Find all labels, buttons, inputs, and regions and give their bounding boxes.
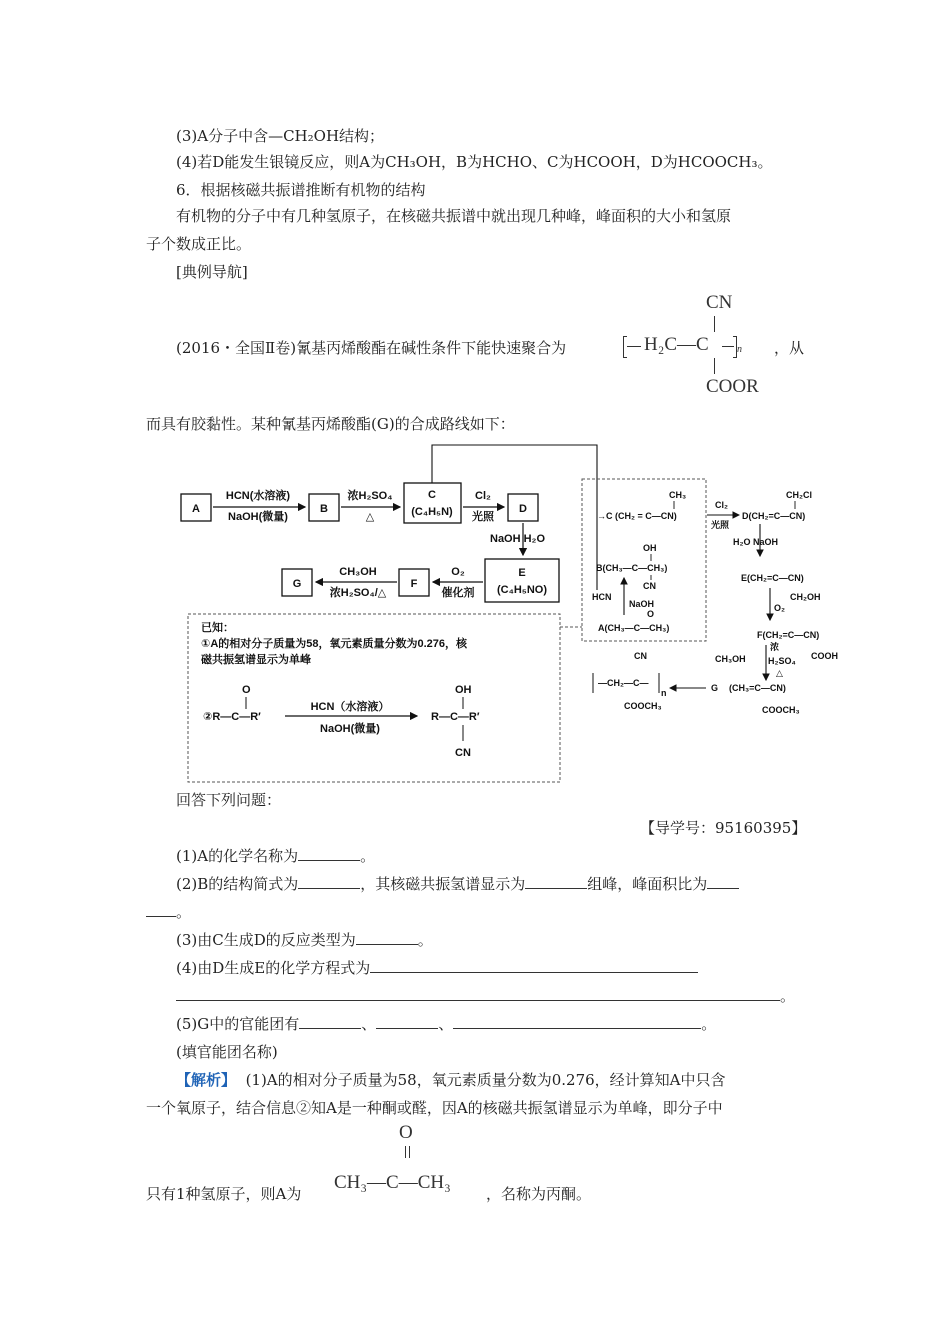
analysis-delta: △ [776, 668, 783, 678]
answer-blank[interactable] [146, 902, 176, 917]
ef-reagent: O₂ [451, 566, 465, 578]
question-5-note: (填官能团名称) [176, 1043, 278, 1061]
analysis-c: →C (CH₂ = C—CN) [597, 511, 677, 521]
analysis-light: 光照 [711, 520, 730, 530]
analysis-line-3-end: ，名称为丙酮。 [486, 1185, 592, 1203]
analysis-d-ch2cl: CH₂Cl [786, 490, 812, 500]
analysis-g: G [711, 683, 719, 693]
analysis-c-ch3: CH₃ [669, 490, 687, 500]
analysis-a-o: O [647, 609, 655, 619]
paragraph-line: 子个数成正比。 [146, 235, 252, 253]
analysis-d: D(CH₂=C—CN) [742, 511, 806, 521]
questions-heading: 回答下列问题： [176, 791, 282, 809]
question-2: (2)B的结构简式为 ，其核磁共振氢谱显示为 组峰，峰面积比为 [176, 874, 739, 894]
analysis-line-1: 【解析】 (1)A的相对分子质量为58，氧元素质量分数为0.276，经计算知A中只含 [176, 1071, 726, 1089]
question-4: (4)由D生成E的化学方程式为 [176, 958, 698, 978]
acetone-o: O [399, 1122, 413, 1143]
analysis-line-3: 只有1种氢原子，则A为 [146, 1185, 302, 1203]
known-product: R—C—R′ [431, 711, 480, 723]
paragraph-line: 有机物的分子中有几种氢原子，在核磁共振谱中就出现几种峰，峰面积的大小和氢原 [176, 207, 732, 225]
known-condition: NaOH(微量) [320, 723, 380, 735]
fg-reagent: CH₃OH [339, 566, 377, 578]
answer-blank[interactable] [299, 1014, 361, 1029]
label-g: G [292, 578, 302, 590]
analysis-e: E(CH₂=C—CN) [741, 573, 804, 583]
analysis-naoh: NaOH [629, 599, 655, 609]
label-a: A [192, 503, 200, 515]
known-reactant: ②R—C—R′ [203, 711, 261, 723]
label-f: F [410, 578, 418, 590]
cn-group: CN [706, 292, 733, 313]
answer-blank[interactable] [298, 874, 360, 889]
question-3: (3)由C生成D的反应类型为 。 [176, 931, 433, 949]
ab-condition: NaOH(微量) [228, 511, 288, 523]
known-reagent: HCN（水溶液） [310, 701, 390, 713]
ef-condition: 催化剂 [441, 587, 475, 599]
analysis-poly-cooch3: COOCH₃ [624, 701, 662, 711]
answer-blank[interactable] [176, 986, 780, 1001]
question-2-cont: 。 [146, 902, 191, 922]
analysis-hcn: HCN [592, 592, 612, 602]
label-d: D [519, 503, 527, 515]
known-item1: ①A的相对分子质量为58，氧元素质量分数为0.276，核 [201, 638, 468, 650]
answer-blank[interactable] [298, 846, 360, 861]
analysis-tag: 【解析】 [176, 1071, 237, 1089]
label-b: B [320, 503, 328, 515]
guide-number: 【导学号：95160395】 [640, 819, 807, 837]
analysis-h2so4: H₂SO₄ [768, 656, 796, 666]
question-5: (5)G中的官能团有 、 、 。 [176, 1015, 717, 1033]
de-reagent: NaOH H₂O [490, 533, 546, 545]
analysis-g-struct: (CH₃=C—CN) [729, 683, 786, 693]
analysis-g-cooch3: COOCH₃ [762, 705, 800, 715]
analysis-a: A(CH₃—C—CH₃) [598, 623, 670, 633]
label-c: C [428, 489, 436, 501]
analysis-conc: 浓 [770, 642, 780, 652]
text-line-3: (3)A分子中含—CH₂OH结构； [176, 127, 385, 145]
analysis-box [582, 479, 706, 641]
analysis-f: F(CH₂=C—CN) [757, 630, 820, 640]
known-oh: OH [455, 684, 472, 696]
answer-blank[interactable] [376, 1014, 438, 1029]
question-intro: (2016・全国Ⅱ卷)氰基丙烯酸酯在碱性条件下能快速聚合为 [176, 339, 567, 357]
bc-condition: △ [365, 511, 375, 523]
question-intro-end: ，从 [774, 339, 805, 357]
formula-c: (C₄H₅N) [411, 506, 453, 518]
formula-e: (C₄H₅NO) [497, 584, 547, 596]
known-o: O [242, 684, 251, 696]
analysis-poly-n: n [661, 688, 667, 698]
answer-blank[interactable] [370, 958, 698, 973]
label-e: E [518, 567, 526, 579]
example-heading: [典例导航] [176, 263, 248, 281]
analysis-line-2: 一个氧原子，结合信息②知A是一种酮或醛，因A的核磁共振氢谱显示为单峰，即分子中 [146, 1099, 723, 1117]
analysis-e-ch2oh: CH₂OH [790, 592, 821, 602]
acetone-chain: CH₃—C—CH₃ [334, 1172, 451, 1193]
question-4-cont: 。 [176, 986, 795, 1006]
analysis-o2: O₂ [774, 603, 785, 613]
text-line-4: (4)若D能发生银镜反应，则A为CH₃OH，B为HCHO、C为HCOOH，D为HCOOCH₃。 [176, 153, 773, 171]
repeat-n: n [737, 344, 742, 355]
cd-condition: 光照 [472, 511, 494, 523]
paragraph-line: 而具有胶黏性。某种氰基丙烯酸酯(G)的合成路线如下： [146, 415, 515, 433]
coor-group: COOR [706, 376, 759, 397]
cd-reagent: Cl₂ [475, 490, 491, 502]
analysis-h2o-naoh: H₂O NaOH [733, 537, 779, 547]
analysis-ch3oh: CH₃OH [715, 654, 746, 664]
polymer-backbone: H₂C—C [644, 334, 709, 355]
section-heading: 6．根据核磁共振谱推断有机物的结构 [176, 181, 426, 199]
answer-blank[interactable] [707, 874, 739, 889]
analysis-b: B(CH₃—C—CH₃) [596, 563, 668, 573]
analysis-b-cn: CN [643, 581, 656, 591]
fg-condition: 浓H₂SO₄/△ [329, 587, 387, 599]
analysis-poly: —CH₂—C— [598, 678, 649, 688]
analysis-b-oh: OH [643, 543, 657, 553]
answer-blank[interactable] [525, 874, 587, 889]
answer-blank[interactable] [356, 930, 418, 945]
known-cn: CN [455, 747, 471, 759]
answer-blank[interactable] [453, 1014, 701, 1029]
analysis-f-cooh: COOH [811, 651, 838, 661]
known-item1-cont: 磁共振氢谱显示为单峰 [201, 654, 311, 666]
bc-reagent: 浓H₂SO₄ [347, 490, 393, 502]
analysis-poly-cn: CN [634, 651, 647, 661]
analysis-cl2: Cl₂ [715, 500, 728, 510]
question-1: (1)A的化学名称为 。 [176, 847, 376, 865]
known-title: 已知： [201, 622, 234, 634]
ab-reagent: HCN(水溶液) [225, 490, 291, 502]
